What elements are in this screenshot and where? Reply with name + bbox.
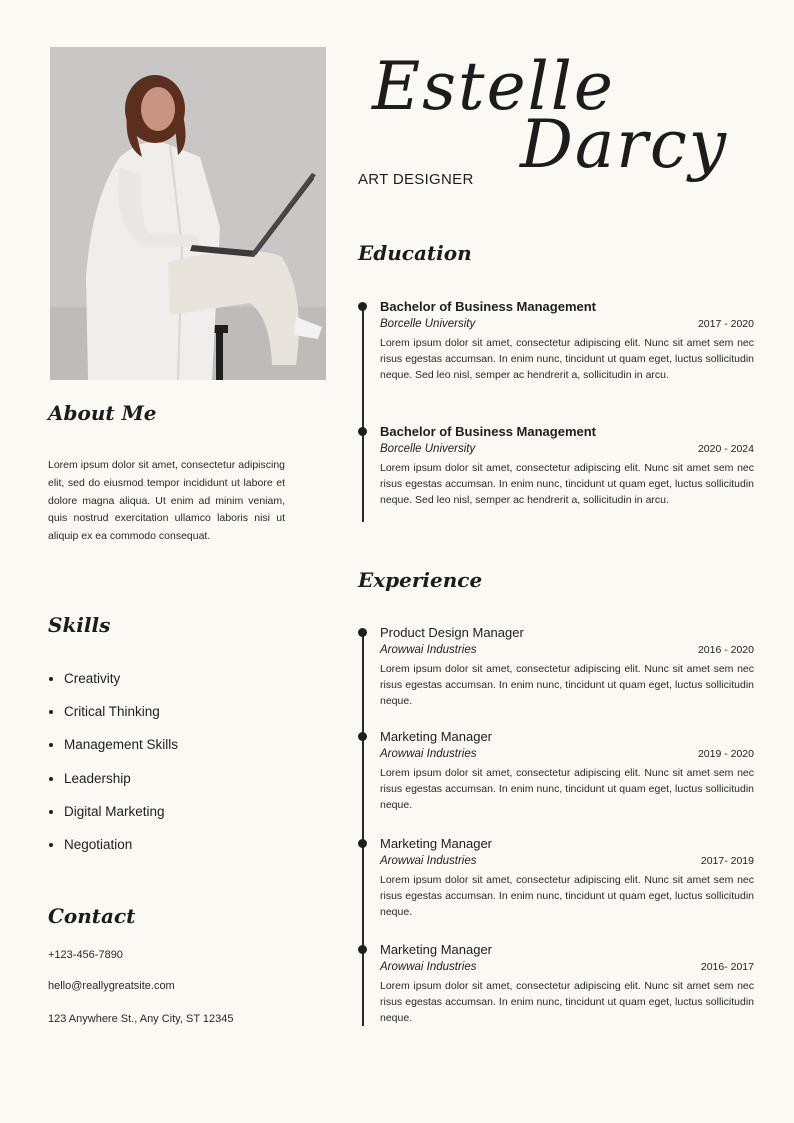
- timeline-dot: [358, 839, 367, 848]
- entry-title: Marketing Manager: [380, 729, 492, 744]
- skills-list: [48, 670, 178, 869]
- entry-title: Bachelor of Business Management: [380, 424, 596, 439]
- skill-item: Critical Thinking: [48, 703, 178, 736]
- entry-org: Arowwai Industries: [380, 748, 477, 760]
- entry-org: Arowwai Industries: [380, 855, 477, 867]
- experience-entry: [380, 836, 754, 921]
- entry-org: Arowwai Industries: [380, 961, 477, 973]
- contact-heading: Contact: [48, 904, 136, 928]
- contact-address: 123 Anywhere St., Any City, ST 12345: [48, 1013, 234, 1025]
- timeline-dot: [358, 732, 367, 741]
- skill-item: Leadership: [48, 770, 178, 803]
- entry-org: Borcelle University: [380, 318, 476, 330]
- experience-entry: [380, 625, 754, 710]
- last-name: Darcy: [520, 106, 729, 183]
- skill-item: Management Skills: [48, 736, 178, 769]
- skills-heading: Skills: [48, 613, 111, 637]
- job-role: ART DESIGNER: [358, 171, 474, 188]
- education-heading: Education: [358, 241, 472, 265]
- about-heading: About Me: [48, 401, 157, 425]
- entry-description: Lorem ipsum dolor sit amet, consectetur adipiscing elit. Nunc sit amet sem nec risus egestas accumsan. In enim nunc, tincidunt ut quam eget, luctus sollicitudin neque.: [380, 874, 754, 919]
- timeline-dot: [358, 945, 367, 954]
- profile-photo: [50, 47, 326, 380]
- contact-email[interactable]: hello@reallygreatsite.com: [48, 980, 175, 992]
- entry-date: 2017- 2019: [700, 855, 754, 867]
- entry-description: Lorem ipsum dolor sit amet, consectetur adipiscing elit. Nunc sit amet sem nec risus egestas accumsan. In enim nunc, tincidunt ut quam eget, luctus sollicitudin neque.: [380, 980, 754, 1025]
- entry-title: Marketing Manager: [380, 836, 492, 851]
- entry-date: 2016 - 2020: [697, 644, 754, 656]
- entry-date: 2019 - 2020: [697, 748, 754, 760]
- skill-item: Digital Marketing: [48, 803, 178, 836]
- education-timeline: [362, 304, 364, 522]
- education-entry: [380, 424, 754, 509]
- entry-description: Lorem ipsum dolor sit amet, consectetur adipiscing elit. Nunc sit amet sem nec risus egestas accumsan. In enim nunc, tincidunt ut quam eget, luctus sollicitudin neque. Sed leo nisl, semper ac hendrerit a, sollicitudin in arcu.: [380, 462, 754, 507]
- entry-date: 2020 - 2024: [697, 443, 754, 455]
- about-text: Lorem ipsum dolor sit amet, consectetur adipiscing elit, sed do eiusmod tempor incididunt ut labore et dolore magna aliqua. Ut enim ad minim veniam, quis nostrud exercitation ullamco laboris nisi ut aliquip ex ea commodo consequat.: [48, 459, 285, 543]
- education-entry: [380, 299, 754, 384]
- entry-date: 2016- 2017: [700, 961, 754, 973]
- experience-heading: Experience: [358, 568, 483, 592]
- skill-item: Creativity: [48, 670, 178, 703]
- entry-description: Lorem ipsum dolor sit amet, consectetur adipiscing elit. Nunc sit amet sem nec risus egestas accumsan. In enim nunc, tincidunt ut quam eget, luctus sollicitudin neque.: [380, 767, 754, 812]
- contact-phone[interactable]: +123-456-7890: [48, 949, 123, 961]
- entry-date: 2017 - 2020: [697, 318, 754, 330]
- skill-item: Negotiation: [48, 836, 178, 869]
- profile-photo-illustration: [50, 47, 326, 380]
- experience-timeline: [362, 632, 364, 1026]
- entry-title: Bachelor of Business Management: [380, 299, 596, 314]
- entry-org: Arowwai Industries: [380, 644, 477, 656]
- entry-org: Borcelle University: [380, 443, 476, 455]
- timeline-dot: [358, 628, 367, 637]
- first-name: Estelle: [372, 48, 615, 125]
- experience-entry: [380, 942, 754, 1027]
- entry-title: Marketing Manager: [380, 942, 492, 957]
- experience-entry: [380, 729, 754, 814]
- entry-description: Lorem ipsum dolor sit amet, consectetur adipiscing elit. Nunc sit amet sem nec risus egestas accumsan. In enim nunc, tincidunt ut quam eget, luctus sollicitudin neque. Sed leo nisl, semper ac hendrerit a, sollicitudin in arcu.: [380, 337, 754, 382]
- timeline-dot: [358, 302, 367, 311]
- timeline-dot: [358, 427, 367, 436]
- entry-title: Product Design Manager: [380, 625, 524, 640]
- entry-description: Lorem ipsum dolor sit amet, consectetur adipiscing elit. Nunc sit amet sem nec risus egestas accumsan. In enim nunc, tincidunt ut quam eget, luctus sollicitudin neque.: [380, 663, 754, 708]
